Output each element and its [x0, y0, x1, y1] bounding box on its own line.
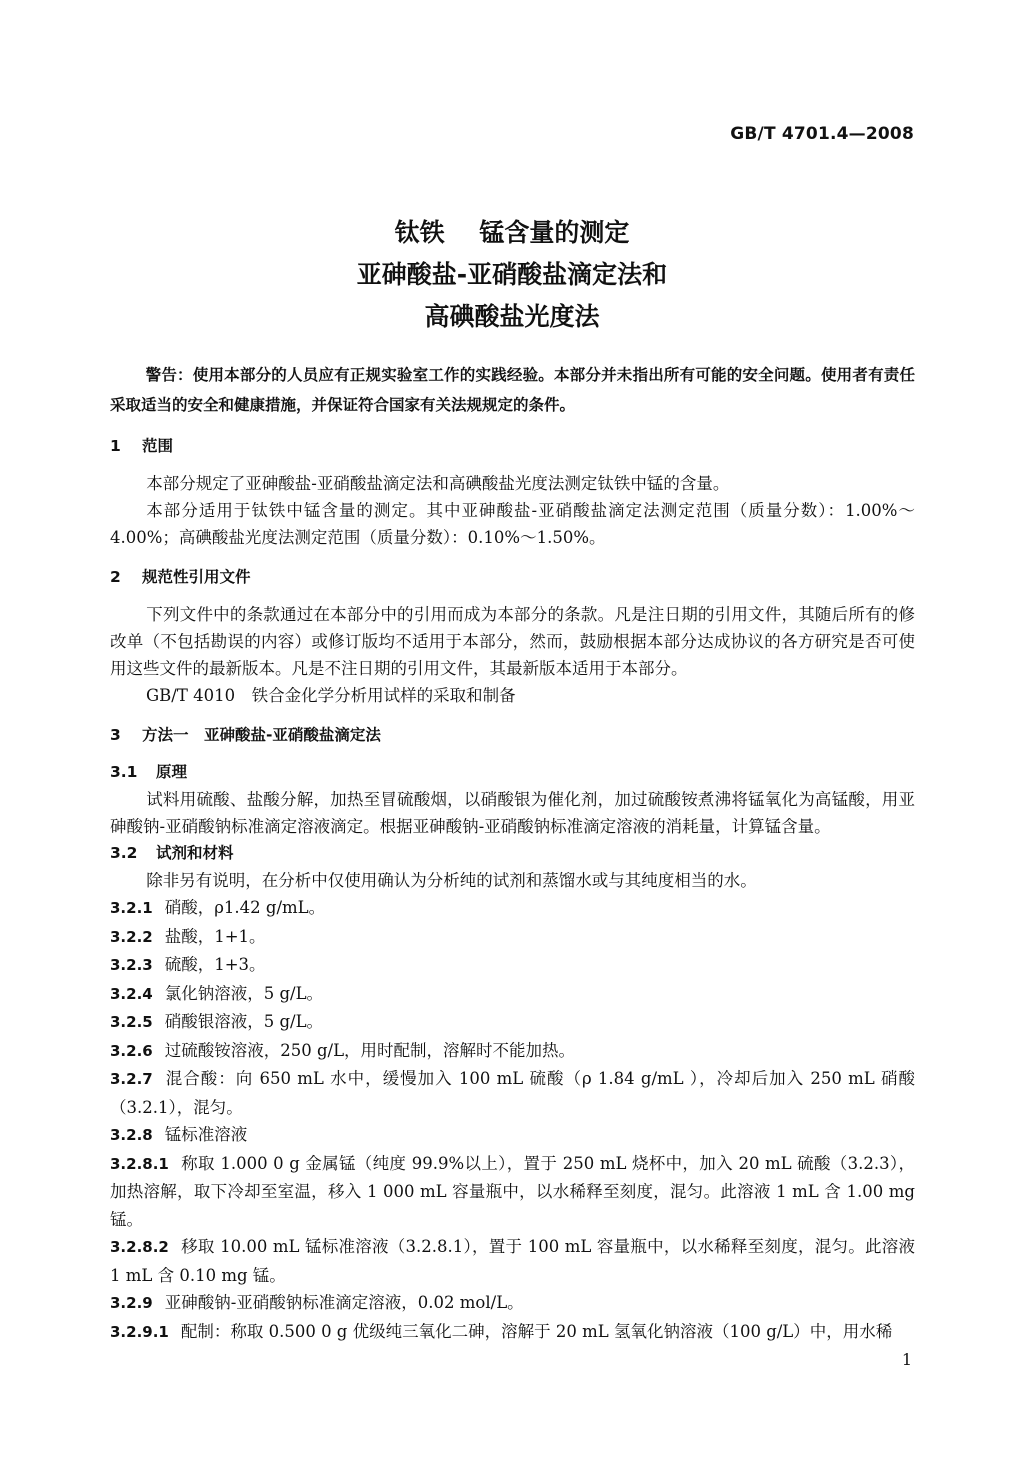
clause-number: 3.2.6	[110, 1041, 153, 1060]
subsection-title: 试剂和材料	[156, 844, 234, 862]
title-line-3: 高碘酸盐光度法	[424, 302, 600, 331]
clause-item	[110, 1233, 915, 1289]
clause-number: 3.2.8.2	[110, 1238, 169, 1256]
clause-text: 移取 10.00 mL 锰标准溶液（3.2.8.1），置于 100 mL 容量瓶中，以水稀释至刻度，混匀。此溶液 1 mL 含 0.10 mg 锰。	[110, 1237, 915, 1285]
paragraph: 除非另有说明，在分析中仅使用确认为分析纯的试剂和蒸馏水或与其纯度相当的水。	[146, 871, 757, 890]
subsection-number: 3.2	[110, 844, 138, 862]
clause-item	[110, 1121, 915, 1150]
title-line-2: 亚砷酸盐-亚硝酸盐滴定法和	[356, 260, 668, 289]
clause-number: 3.2.1	[110, 899, 153, 917]
document-body	[110, 360, 915, 1346]
clause-text: 称取 1.000 0 g 金属锰（纯度 99.9%以上），置于 250 mL 烧杯中，加入 20 mL 硫酸（3.2.3），加热溶解，取下冷却至室温，移入 1 000 mL 容量瓶中，以水稀释至刻度，混匀。此溶液 1 mL 含 1.00 mg 锰。	[110, 1153, 915, 1229]
clause-number: 3.2.3	[110, 956, 153, 974]
clause-number: 3.2.9	[110, 1294, 153, 1312]
clause-number: 3.2.2	[110, 927, 153, 946]
clause-number: 3.2.7	[110, 1070, 153, 1088]
paragraph: 本部分适用于钛铁中锰含量的测定。其中亚砷酸盐-亚硝酸盐滴定法测定范围（质量分数）：1.00%～4.00%；高碘酸盐光度法测定范围（质量分数）：0.10%～1.50%。	[110, 501, 915, 547]
section-2-heading	[110, 565, 915, 589]
clause-text: 硝酸银溶液，5 g/L。	[164, 1012, 324, 1031]
normative-reference: GB/T 4010 铁合金化学分析用试样的采取和制备	[146, 686, 516, 705]
clause-item	[110, 951, 915, 980]
clause-item	[110, 1008, 915, 1037]
standard-code: GB/T 4701.4—2008	[730, 124, 914, 144]
clause-number: 3.2.8	[110, 1126, 153, 1144]
paragraph: 下列文件中的条款通过在本部分中的引用而成为本部分的条款。凡是注日期的引用文件，其随后所有的修改单（不包括勘误的内容）或修订版均不适用于本部分，然而，鼓励根据本部分达成协议的各方研究是否可使用这些文件的最新版本。凡是不注日期的引用文件，其最新版本适用于本部分。	[110, 605, 915, 678]
clause-item	[110, 1150, 915, 1234]
clause-item	[110, 1289, 915, 1318]
subsection-number: 3.1	[110, 763, 138, 781]
clause-text: 氯化钠溶液，5 g/L。	[164, 983, 324, 1003]
subsection-3-2-heading	[110, 840, 915, 867]
clause-item	[110, 894, 915, 923]
document-title	[0, 212, 1024, 338]
section-3-heading	[110, 723, 915, 747]
clause-number: 3.2.9.1	[110, 1322, 169, 1341]
warning-paragraph: 警告：使用本部分的人员应有正规实验室工作的实践经验。本部分并未指出所有可能的安全问题。使用者有责任采取适当的安全和健康措施，并保证符合国家有关法规规定的条件。	[110, 366, 915, 414]
page-number: 1	[901, 1350, 912, 1369]
clause-number: 3.2.5	[110, 1013, 153, 1031]
clause-item	[110, 1318, 915, 1347]
clause-text: 锰标准溶液	[164, 1125, 248, 1144]
section-number: 3	[110, 726, 121, 744]
clause-text: 亚砷酸钠-亚硝酸钠标准滴定溶液，0.02 mol/L。	[164, 1293, 524, 1312]
clause-number: 3.2.4	[110, 984, 153, 1003]
section-title: 规范性引用文件	[142, 568, 251, 586]
clause-text: 硝酸，ρ1.42 g/mL。	[164, 898, 326, 917]
section-number: 1	[110, 437, 121, 455]
clause-text: 硫酸，1+3。	[164, 955, 266, 974]
clause-text: 混合酸：向 650 mL 水中，缓慢加入 100 mL 硫酸（ρ 1.84 g/mL ），冷却后加入 250 mL 硝酸（3.2.1），混匀。	[110, 1069, 915, 1117]
clause-text: 配制：称取 0.500 0 g 优级纯三氧化二砷，溶解于 20 mL 氢氧化钠溶液（100 g/L）中，用水稀	[180, 1321, 893, 1341]
clause-text: 盐酸，1+1。	[164, 926, 266, 946]
clause-text: 过硫酸铵溶液，250 g/L，用时配制，溶解时不能加热。	[164, 1040, 576, 1060]
clause-item	[110, 980, 915, 1009]
section-number: 2	[110, 568, 121, 586]
clause-number: 3.2.8.1	[110, 1154, 169, 1173]
clause-item	[110, 1065, 915, 1121]
paragraph: 试料用硫酸、盐酸分解，加热至冒硫酸烟，以硝酸银为催化剂，加过硫酸铵煮沸将锰氧化为高锰酸，用亚砷酸钠-亚硝酸钠标准滴定溶液滴定。根据亚砷酸钠-亚硝酸钠标准滴定溶液的消耗量，计算锰含量。	[110, 790, 915, 836]
paragraph: 本部分规定了亚砷酸盐-亚硝酸盐滴定法和高碘酸盐光度法测定钛铁中锰的含量。	[146, 474, 730, 493]
title-line-1: 钛铁 锰含量的测定	[394, 218, 630, 247]
section-1-heading	[110, 434, 915, 458]
clause-item	[110, 1037, 915, 1066]
subsection-3-1-heading	[110, 759, 915, 786]
subsection-title: 原理	[156, 763, 188, 781]
section-title: 方法一 亚砷酸盐-亚硝酸盐滴定法	[142, 726, 381, 744]
section-title: 范围	[142, 437, 174, 455]
clause-item	[110, 923, 915, 952]
